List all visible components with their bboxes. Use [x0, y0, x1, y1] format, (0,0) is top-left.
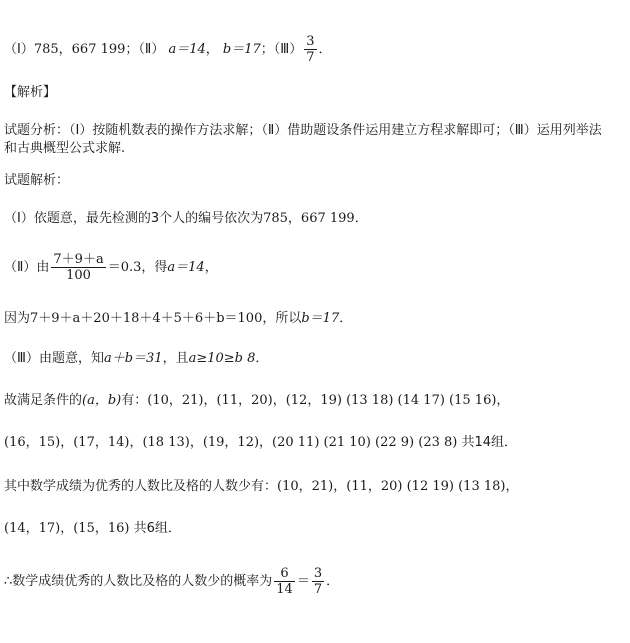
answer-line — [4, 34, 332, 65]
analysis-paragraph — [4, 122, 614, 158]
answer-fraction-denominator: 7 — [306, 50, 315, 65]
part3-mid: ，且 — [162, 351, 189, 366]
list1-pair: (a，b) — [82, 393, 122, 408]
part2-line — [4, 252, 218, 283]
list1-lead: 故满足条件的 — [4, 393, 83, 408]
conclusion-fraction-1 — [274, 566, 295, 597]
answer-comma: ， — [205, 42, 219, 57]
part3-lead: （Ⅲ）由题意，知 — [4, 351, 104, 366]
part2-fraction-denominator: 100 — [66, 268, 91, 283]
answer-end: ． — [318, 42, 332, 57]
part2b-end: ． — [339, 311, 353, 326]
answer-part1-label: （Ⅰ） — [4, 42, 34, 57]
conclusion-fraction-1-denominator: 14 — [276, 582, 293, 597]
list3-line — [4, 478, 518, 496]
analysis-text: （Ⅰ）按随机数表的操作方法求解；（Ⅱ）借助题设条件运用建立方程求解即可；（Ⅲ）运用列举法和古典概型公式求解. — [4, 123, 602, 156]
list4-items: (14，17)，(15，16) — [4, 521, 130, 536]
part2-result: a＝14 — [167, 260, 205, 275]
part3-expression1: a＋b＝31 — [103, 351, 163, 366]
list3-text: 其中数学成绩为优秀的人数比及格的人数少有： — [4, 479, 278, 494]
answer-part1-value: 785，667 199 — [33, 42, 126, 57]
part2-fraction-numerator: 7＋9＋a — [53, 252, 104, 267]
answer-a-value: a＝14 — [168, 42, 206, 57]
answer-sep2: ；（Ⅲ） — [260, 42, 303, 57]
part2b-mid: ，所以 — [262, 311, 302, 326]
answer-fraction-numerator: 3 — [306, 34, 315, 49]
conclusion-fraction-2 — [312, 566, 324, 597]
list1-line — [4, 392, 509, 410]
answer-sep1: ；（Ⅱ） — [125, 42, 165, 57]
list1-text: 有： — [121, 393, 148, 408]
part2-mid: ，得 — [141, 260, 168, 275]
part2-equals: ＝0.3 — [107, 260, 142, 275]
part3-line — [4, 350, 268, 368]
part1-line — [4, 210, 368, 228]
part2b-lead: 因为 — [4, 311, 31, 326]
conclusion-end: ． — [326, 574, 340, 589]
answer-fraction — [304, 34, 316, 65]
conclusion-text: ∴数学成绩优秀的人数比及格的人数少的概率为 — [4, 574, 273, 589]
part2b-expression: 7＋9＋a＋20＋18＋4＋5＋6＋b＝100 — [30, 311, 263, 326]
list4-end: 共6组． — [133, 521, 181, 536]
part2-end: ， — [204, 260, 218, 275]
part3-expression2: a≥10≥b 8 — [188, 351, 256, 366]
part2b-result: b＝17 — [301, 311, 340, 326]
conclusion-line — [4, 566, 339, 597]
list2-items: (16，15)，(17，14)，(18 13)，(19，12)，(20 11) (21 10) (22 9) (23 8) — [4, 435, 458, 450]
part1-value: 785，667 199 — [263, 211, 355, 226]
part1-end: ． — [354, 211, 368, 226]
list2-end: 共14组． — [461, 435, 518, 450]
conclusion-equals: ＝ — [296, 574, 310, 589]
part3-end: ． — [255, 351, 269, 366]
solution-label: 试题解析： — [4, 173, 70, 188]
part2-fraction — [51, 252, 105, 283]
list1-items: (10，21)，(11，20)，(12，19) (13 18) (14 17) (15 16)， — [147, 393, 510, 408]
analysis-label: 试题分析： — [4, 123, 70, 138]
part2-lead: （Ⅱ）由 — [4, 260, 50, 275]
section-heading: 【解析】 — [4, 85, 57, 100]
list3-items: (10，21)，(11，20) (12 19) (13 18)， — [277, 479, 519, 494]
list2-line — [4, 434, 517, 452]
conclusion-fraction-1-numerator: 6 — [274, 566, 295, 582]
part1-text: （Ⅰ）依题意，最先检测的3个人的编号依次为 — [4, 211, 264, 226]
part2b-line — [4, 310, 352, 328]
list4-line — [4, 520, 181, 538]
conclusion-fraction-2-numerator: 3 — [313, 566, 323, 581]
conclusion-fraction-2-denominator: 7 — [313, 582, 323, 597]
answer-b-value: b＝17 — [222, 42, 261, 57]
